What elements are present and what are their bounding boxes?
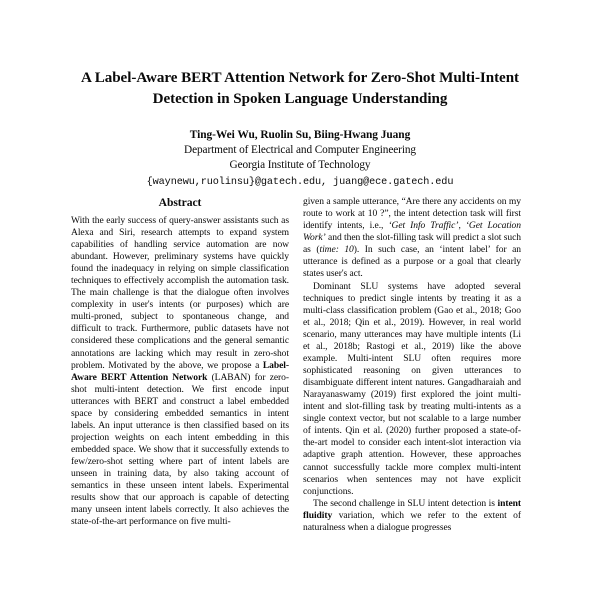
intro-p3-text-a: The second challenge in SLU intent detection is: [313, 498, 498, 510]
title-block: [0, 0, 600, 190]
author-department: Department of Electrical and Computer Engineering: [184, 143, 416, 156]
author-institution: Georgia Institute of Technology: [229, 158, 371, 171]
intent-label-get-info-traffic: ‘Get Info Traffic’: [388, 220, 459, 232]
title-line-1: A Label-Aware BERT Attention Network for Zero-Shot Multi-Intent: [80, 70, 520, 86]
intro-p3-text-b: variation, which we refer to the extent of naturalness when a dialogue progresses: [303, 510, 521, 534]
page-title: [78, 68, 522, 110]
author-names: Ting-Wei Wu, Ruolin Su, Biing-Hwang Juang: [189, 128, 411, 141]
intro-bold-term-intent-fluidity: intent fluidity: [303, 498, 521, 522]
intro-paragraph-2: Dominant SLU systems have adopted several techniques to predict single intents by treating it as a multi-class classification problem (Gao et al., 2018; Goo et al., 2018; Qin et al., 2019). However, in real world scenario, many utterances may have multiple intents (Li et al., 2018b; Rastogi et al., 2019) like the above example. Multi-intent SLU often requires more sophisticated reasoning on given utterances to disambiguate different intent natures. Gangadharaiah and Narayanaswamy (2019) first explored the joint multi-intent and slot-filling task by treating multi-intents as a single context vector, but not scalable to a large number of intents. Qin et al. (2020) further proposed a state-of-the-art model to consider each intent-slot interaction via adaptive graph attention. However, these approaches cannot successfully tackle more complex multi-intent scenarios when sentences may not have explicit conjunctions.: [303, 280, 521, 497]
intro-paragraph-3: [303, 498, 521, 534]
intro-p1-text-a: given a sample utterance, “Are there any accidents on my route to work at 10 ?”, the intent detection task will first identify intents, i.e.,: [303, 196, 521, 232]
body-columns: [0, 196, 600, 534]
intro-p1-text-d: ). In such case, an ‘intent label’ for an utterance is defined as a purpose or a goal that clearly states user's act.: [303, 244, 521, 280]
slot-value-time: time: 10: [319, 244, 354, 256]
intro-p1-text-c: and then the slot-filling task will predict a slot such as (: [303, 232, 521, 256]
abstract-text-part-2: (LABAN) for zero-shot multi-intent detection. We first encode input utterances with BERT and construct a label embedded space by considering embedded semantics in intent labels. An input utterance is then classified based on its projection weights on each intent embedding in this embedded space. We show that it successfully extends to few/zero-shot setting where part of intent labels are unseen in training data, by also taking account of semantics in these unseen intent labels. Experimental results show that our approach is capable of detecting many unseen intent labels correctly. It also achieves the state-of-the-art performance on five multi-: [71, 371, 289, 528]
author-emails: {waynewu,ruolinsu}@gatech.edu, juang@ece.gatech.edu: [146, 176, 454, 188]
column-left: [71, 196, 289, 534]
abstract-heading: Abstract: [158, 196, 202, 209]
intent-label-get-location-work: ‘Get Location Work’: [303, 220, 521, 244]
abstract-text-part-1: With the early success of query-answer assistants such as Alexa and Siri, research attempts to expand system capabilities of handling service automation are now abundant. However, preliminary systems have quickly found the inadequacy in relying on simple classification techniques to effectively accomplish the automation task. The main challenge is that the dialogue often involves complexity in user's intents (or purposes) which are multi-proned, subject to spontaneous change, and difficult to track. Furthermore, public datasets have not considered these complications and the general semantic annotations are lacking which may result in zero-shot problem. Motivated by the above, we propose a: [71, 215, 289, 371]
column-right: [303, 196, 521, 534]
abstract-bold-term: Label-Aware BERT Attention Network: [71, 359, 289, 383]
intro-p1-text-b: ,: [458, 220, 466, 232]
authors-block: [78, 128, 522, 190]
title-line-2: Detection in Spoken Language Understanding: [152, 90, 448, 107]
abstract-paragraph: [71, 215, 289, 528]
intro-paragraph-1: [303, 196, 521, 280]
